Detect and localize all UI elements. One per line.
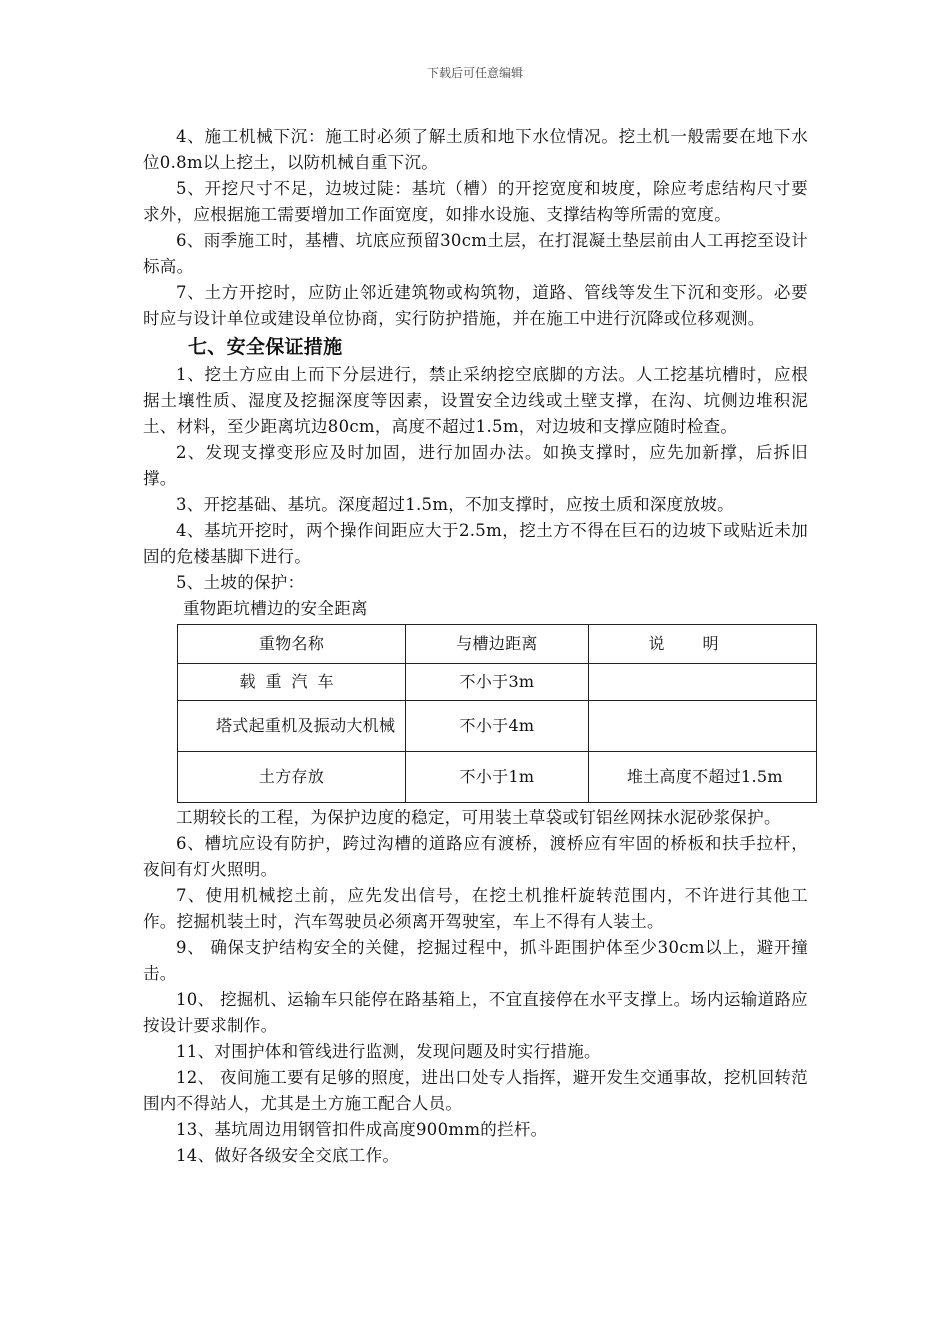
paragraph: 5、开挖尺寸不足，边坡过陡：基坑（槽）的开挖宽度和坡度，除应考虑结构尺寸要求外，应根据施工需要增加工作面宽度，如排水设施、支撑结构等所需的宽度。	[143, 179, 808, 224]
cell-note	[588, 701, 816, 752]
paragraph: 2、发现支撑变形应及时加固，进行加固办法。如换支撑时，应先加新撑，后拆旧撑。	[143, 443, 808, 488]
cell-note	[588, 664, 816, 701]
paragraph: 10、 挖掘机、运输车只能停在路基箱上，不宜直接停在水平支撑上。场内运输道路应按设计要求制作。	[143, 990, 808, 1035]
header-cell-name: 重物名称	[178, 625, 406, 664]
paragraph: 1、挖土方应由上而下分层进行，禁止采纳挖空底脚的方法。人工挖基坑槽时，应根据土壤性质、湿度及挖掘深度等因素，设置安全边线或土壁支撑，在沟、坑侧边堆积泥土、材料，至少距离坑边80cm，高度不超过1.5m，对边坡和支撑应随时检查。	[143, 365, 808, 436]
paragraph: 13、基坑周边用钢管扣件成高度900mm的拦杆。	[176, 1120, 548, 1139]
paragraph: 3、开挖基础、基坑。深度超过1.5m，不加支撑时，应按土质和深度放坡。	[176, 495, 734, 514]
section-heading: 七、安全保证措施	[188, 336, 343, 358]
paragraph: 11、对围护体和管线进行监测，发现问题及时实行措施。	[176, 1042, 601, 1061]
paragraph: 14、做好各级安全交底工作。	[176, 1146, 400, 1165]
page-header: 下载后可任意编辑	[426, 66, 523, 80]
header-cell-note: 说明	[588, 625, 816, 664]
paragraph: 12、 夜间施工要有足够的照度，进出口处专人指挥，避开发生交通事故，挖机回转范围内不得站人，尤其是土方施工配合人员。	[143, 1068, 808, 1113]
cell-note: 堆土高度不超过1.5m	[588, 752, 816, 803]
table-caption: 重物距坑槽边的安全距离	[183, 599, 368, 618]
cell-distance: 不小于4m	[406, 701, 589, 752]
table-header-row	[178, 625, 817, 664]
cell-distance: 不小于1m	[406, 752, 589, 803]
safety-distance-table	[177, 624, 817, 803]
paragraph: 6、雨季施工时，基槽、坑底应预留30cm土层，在打混凝土垫层前由人工再挖至设计标高。	[143, 231, 808, 276]
paragraph: 5、土坡的保护：	[176, 573, 305, 592]
paragraph: 6、槽坑应设有防护，跨过沟槽的道路应有渡桥，渡桥应有牢固的桥板和扶手拉杆，夜间有灯火照明。	[143, 834, 808, 879]
table-row	[178, 752, 817, 803]
paragraph: 4、基坑开挖时，两个操作间距应大于2.5m，挖土方不得在巨石的边坡下或贴近未加固的危楼基脚下进行。	[143, 521, 808, 566]
paragraph: 工期较长的工程，为保护边度的稳定，可用装土草袋或钉铝丝网抹水泥砂浆保护。	[176, 808, 781, 827]
paragraph: 9、 确保支护结构安全的关健，挖掘过程中，抓斗距围护体至少30cm以上，避开撞击。	[143, 938, 808, 983]
table-row	[178, 701, 817, 752]
paragraph: 7、土方开挖时，应防止邻近建筑物或构筑物，道路、管线等发生下沉和变形。必要时应与设计单位或建设单位协商，实行防护措施，并在施工中进行沉降或位移观测。	[143, 283, 808, 328]
cell-item: 载重汽车	[178, 664, 406, 701]
document-body	[143, 124, 808, 1169]
paragraph: 7、使用机械挖土前，应先发出信号，在挖土机推杆旋转范围内，不许进行其他工作。挖掘机装土时，汽车驾驶员必须离开驾驶室，车上不得有人装土。	[143, 886, 808, 931]
cell-item: 塔式起重机及振动大机械	[178, 701, 406, 752]
paragraph: 4、施工机械下沉：施工时必须了解土质和地下水位情况。挖土机一般需要在地下水位0.8m以上挖土，以防机械自重下沉。	[143, 127, 808, 172]
table-row	[178, 664, 817, 701]
cell-distance: 不小于3m	[406, 664, 589, 701]
cell-item: 土方存放	[178, 752, 406, 803]
header-cell-distance: 与槽边距离	[406, 625, 589, 664]
